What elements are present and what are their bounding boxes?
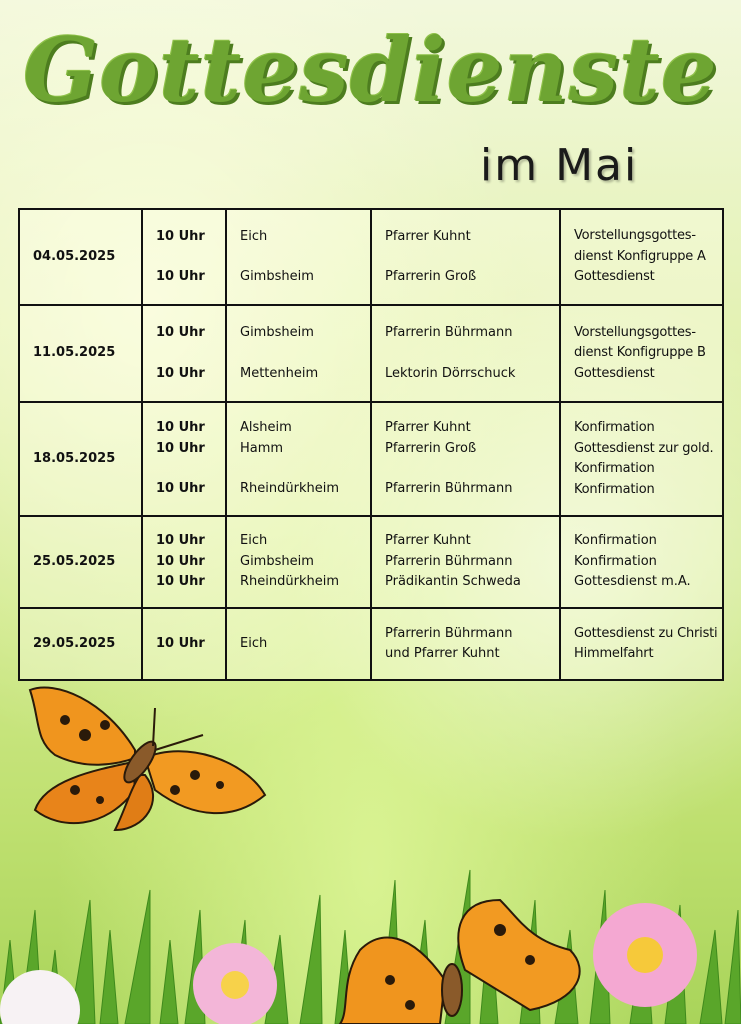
- leader-cell: Pfarrerin Bührmann und Pfarrer Kuhnt: [371, 608, 560, 680]
- table-row: [19, 209, 723, 305]
- date-cell: 11.05.2025: [19, 305, 142, 402]
- time-cell: 10 Uhr 10 Uhr: [142, 209, 226, 305]
- notes-cell: Vorstellungsgottes- dienst Konfigruppe B Gottesdienst: [560, 305, 723, 402]
- date-cell: 18.05.2025: [19, 402, 142, 516]
- table-row: [19, 305, 723, 402]
- time-cell: 10 Uhr: [142, 608, 226, 680]
- leader-cell: Pfarrerin Bührmann Lektorin Dörrschuck: [371, 305, 560, 402]
- table-row: [19, 608, 723, 680]
- table-row: [19, 516, 723, 608]
- place-cell: Gimbsheim Mettenheim: [226, 305, 371, 402]
- time-cell: 10 Uhr 10 Uhr: [142, 305, 226, 402]
- date-cell: 29.05.2025: [19, 608, 142, 680]
- time-cell: 10 Uhr 10 Uhr 10 Uhr: [142, 516, 226, 608]
- page-subtitle: im Mai: [480, 140, 639, 191]
- schedule-table: [18, 208, 724, 681]
- date-cell: 04.05.2025: [19, 209, 142, 305]
- time-cell: 10 Uhr 10 Uhr 10 Uhr: [142, 402, 226, 516]
- place-cell: Alsheim Hamm Rheindürkheim: [226, 402, 371, 516]
- notes-cell: Vorstellungsgottes- dienst Konfigruppe A Gottesdienst: [560, 209, 723, 305]
- leader-cell: Pfarrer Kuhnt Pfarrerin Groß Pfarrerin Bührmann: [371, 402, 560, 516]
- place-cell: Eich Gimbsheim: [226, 209, 371, 305]
- leader-cell: Pfarrer Kuhnt Pfarrerin Bührmann Prädikantin Schweda: [371, 516, 560, 608]
- place-cell: Eich Gimbsheim Rheindürkheim: [226, 516, 371, 608]
- butterfly-icon: [330, 890, 600, 1024]
- date-cell: 25.05.2025: [19, 516, 142, 608]
- notes-cell: Konfirmation Gottesdienst zur gold. Konfirmation Konfirmation: [560, 402, 723, 516]
- notes-cell: Gottesdienst zu Christi Himmelfahrt: [560, 608, 723, 680]
- notes-cell: Konfirmation Konfirmation Gottesdienst m.A.: [560, 516, 723, 608]
- table-row: [19, 402, 723, 516]
- leader-cell: Pfarrer Kuhnt Pfarrerin Groß: [371, 209, 560, 305]
- butterfly-icon: [15, 680, 275, 840]
- page-title: Gottesdienste: [23, 18, 718, 122]
- place-cell: Eich: [226, 608, 371, 680]
